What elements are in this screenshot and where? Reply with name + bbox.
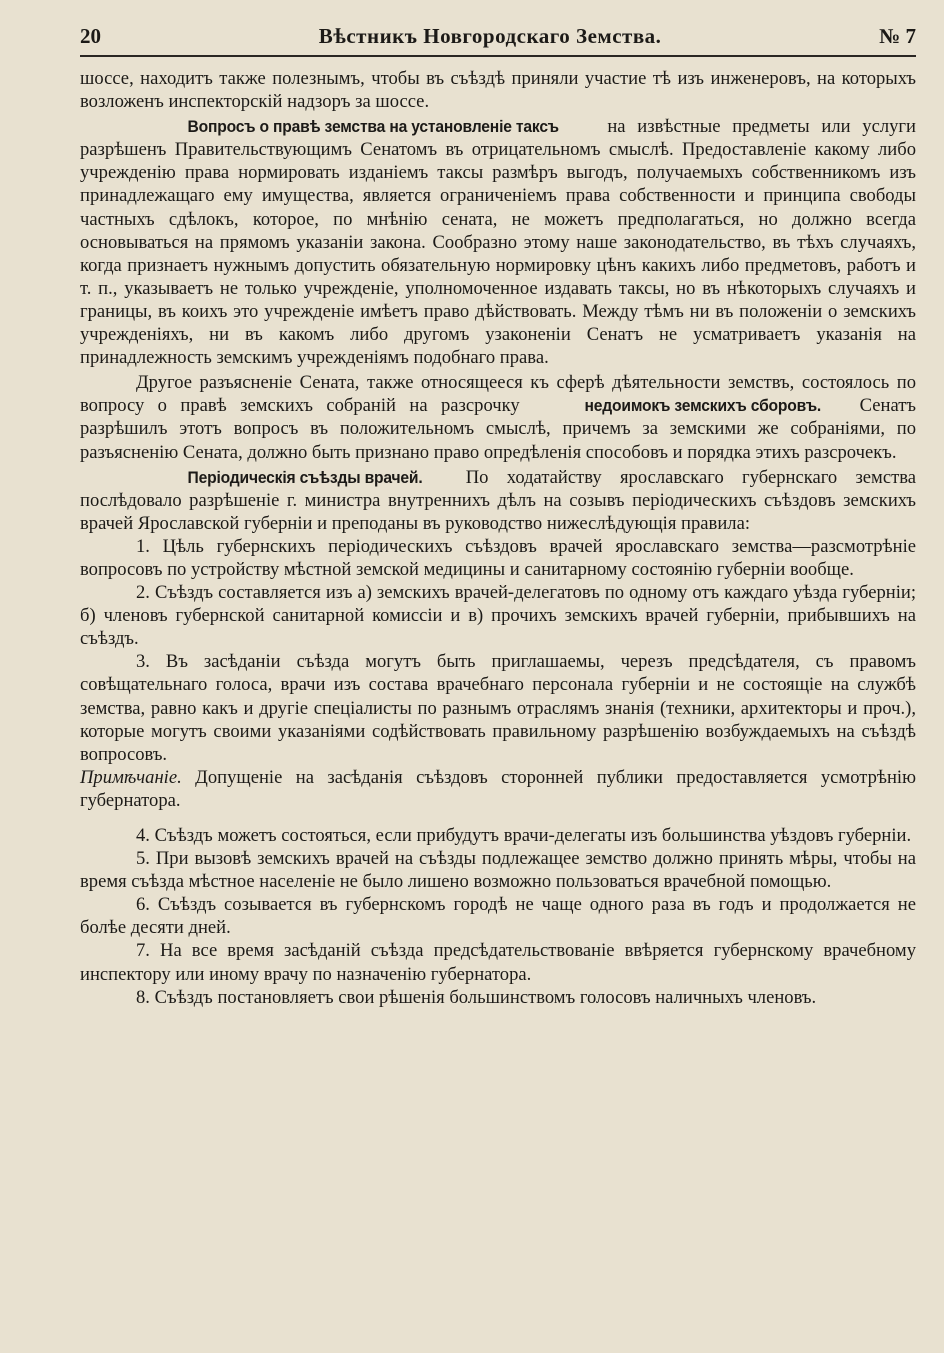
page-header	[80, 24, 916, 57]
paragraph-tax-text: на извѣстные предметы или услуги разрѣшенъ Правительствующимъ Сенатомъ въ отрицательномъ смыслѣ. Предоставленіе какому либо учрежденію права нормировать изданіемъ таксы размѣръ выгодъ, получаемыхъ собственникомъ изъ принадлежащаго ему имущества, является ограниченіемъ права собственности и принципа свободы частныхъ сдѣлокъ, которое, по мнѣнію сената, не можетъ предполагаться, но должно всегда основываться на прямомъ указаніи закона. Сообразно этому наше законодательство, въ тѣхъ случаяхъ, когда признаетъ нужнымъ допустить обязательную нормировку цѣнъ какихъ либо предметовъ, работъ и т. п., указываетъ не только учрежденіе, уполномоченное издавать таксы, но въ нѣкоторыхъ случаяхъ и границы, въ коихъ это учрежденіе имѣетъ право дѣйствовать. Между тѣмъ ни въ положеніи о земскихъ учрежденіяхъ, ни въ какомъ либо другомъ узаконеніи Сенатъ не усматриваетъ указанія на принадлежность земскимъ учрежденіямъ подобнаго права.	[80, 116, 916, 369]
article-body	[80, 67, 916, 1009]
rule-item-4: 4. Съѣздъ можетъ состояться, если прибудутъ врачи-делегаты изъ большинства уѣздовъ губерніи.	[136, 825, 912, 846]
journal-title: Вѣстникъ Новгородскаго Земства.	[318, 24, 662, 48]
rule-item-6: 6. Съѣздъ созывается въ губернскомъ городѣ не чаще одного раза въ годъ и продолжается не болѣе десяти дней.	[80, 894, 916, 939]
paragraph-continuation: шоссе, находитъ также полезнымъ, чтобы въ съѣздѣ приняли участие тѣ изъ инженеровъ, на которыхъ возложенъ инспекторскій надзоръ за шоссе.	[80, 68, 916, 113]
rule-item-2: 2. Съѣздъ составляется изъ а) земскихъ врачей-делегатовъ по одному отъ каждаго уѣзда губерніи; б) членовъ губернской санитарной комиссіи и в) прочихъ земскихъ врачей губерніи, прибывшихъ на съѣздъ.	[80, 582, 916, 650]
paragraph-arrears	[80, 371, 916, 463]
rule-item-5: 5. При вызовѣ земскихъ врачей на съѣзды подлежащее земство должно принять мѣры, чтобы на время съѣзда мѣстное населеніе не было лишено возможно пользоваться врачебной помощью.	[80, 848, 916, 893]
note-text: Допущеніе на засѣданія съѣздовъ сторонней публики предоставляется усмотрѣнію губернатора.	[80, 766, 916, 811]
rule-item-3: 3. Въ засѣданіи съѣзда могутъ быть приглашаемы, черезъ предсѣдателя, съ правомъ совѣщательнаго голоса, врачи изъ состава врачебнаго персонала губерніи и не состоящіе на службѣ земства, равно какъ и другіе спеціалисты по разнымъ отраслямъ знанія (техники, архитекторы и проч.), которые могутъ своими указаніями содѣйствовать правильному разрѣшенію возбуждаемыхъ на съѣздѣ вопросовъ.	[80, 651, 916, 765]
section-heading-tax: Вопросъ о правѣ земства на установленіе таксъ	[187, 117, 559, 137]
paragraph-arrears-before: Другое разъясненіе Сената, также относящееся къ сферѣ дѣятельности земствъ, состоялось по вопросу о правѣ земскихъ собраній на разсрочку	[80, 372, 916, 417]
paragraph-congresses	[80, 466, 916, 535]
rule-item-1: 1. Цѣль губернскихъ періодическихъ съѣздовъ врачей ярославскаго земства—разсмотрѣніе вопросовъ по устройству мѣстной земской медицины и санитарному состоянію губерніи вообще.	[80, 535, 916, 580]
section-heading-congresses: Періодическія съѣзды врачей.	[187, 467, 423, 487]
paragraph-tax-rights	[80, 115, 916, 369]
section-heading-arrears: недоимокъ земскихъ сборовъ.	[584, 396, 822, 416]
paragraph-congresses-text: По ходатайству ярославскаго губернскаго земства послѣдовало разрѣшеніе г. министра внутреннихъ дѣлъ на созывъ періодическихъ съѣздовъ земскихъ врачей Ярославской губерніи и преподаны въ руководство нижеслѣдующія правила:	[80, 466, 916, 534]
issue-number: № 7	[879, 24, 916, 48]
rule-note	[80, 766, 916, 812]
page-number: 20	[80, 24, 101, 48]
paragraph-arrears-after: Сенатъ разрѣшилъ этотъ вопросъ въ положительномъ смыслѣ, причемъ за земскими же собраніями, по разъясненію Сената, должно быть признано право опредѣленія способовъ и порядка этихъ разсрочекъ.	[80, 395, 916, 463]
rule-item-7: 7. На все время засѣданій съѣзда предсѣдательствованіе ввѣряется губернскому врачебному инспектору или иному врачу по назначенію губернатора.	[80, 940, 916, 985]
spacer	[80, 812, 916, 824]
rule-item-8: 8. Съѣздъ постановляетъ свои рѣшенія большинствомъ голосовъ наличныхъ членовъ.	[136, 986, 817, 1008]
note-label: Примѣчаніе.	[80, 766, 182, 788]
